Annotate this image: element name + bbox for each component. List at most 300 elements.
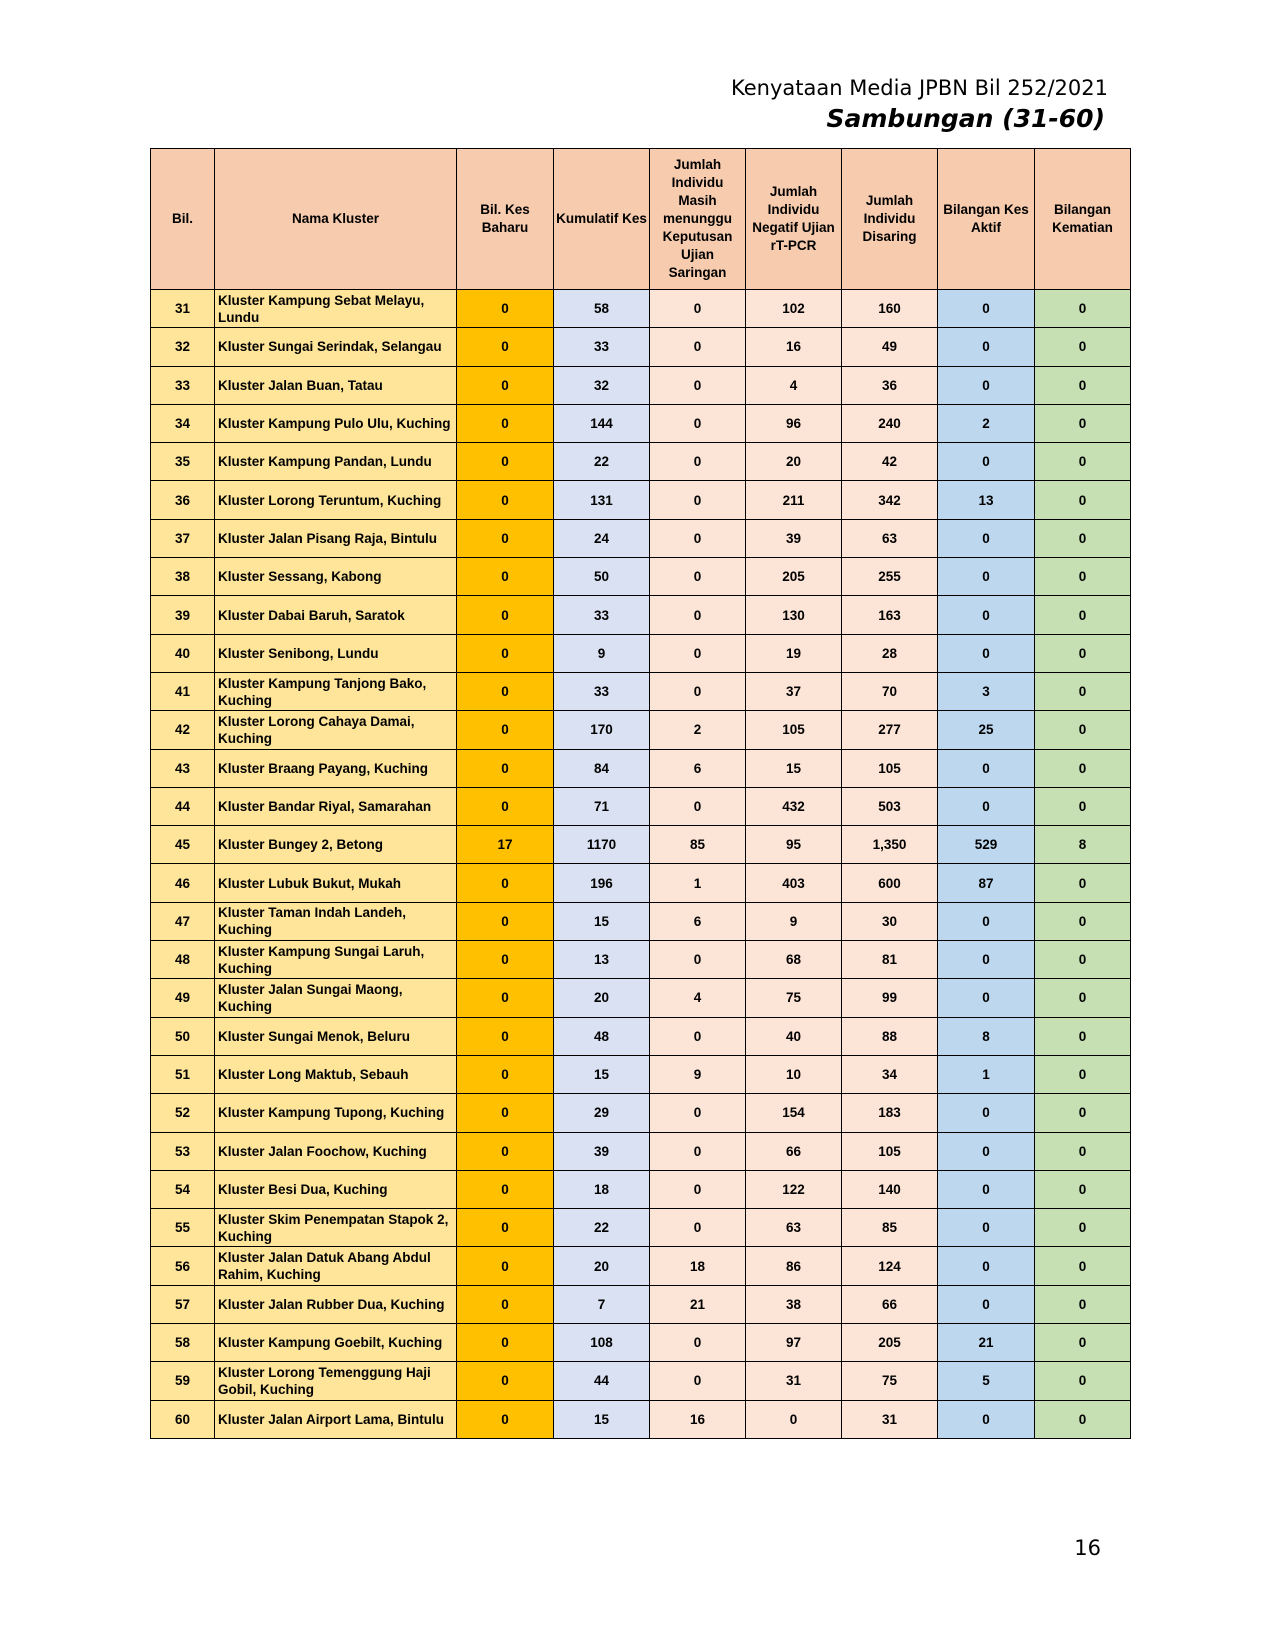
cell-kumulatif-kes: 170	[554, 711, 650, 749]
table-row	[151, 519, 1131, 557]
cell-individu-disaring: 34	[842, 1055, 938, 1093]
cell-individu-menunggu: 0	[650, 404, 746, 442]
cell-kumulatif-kes: 48	[554, 1017, 650, 1055]
cell-bil: 45	[151, 826, 215, 864]
cell-nama-kluster: Kluster Lorong Cahaya Damai, Kuching	[215, 711, 457, 749]
cell-kumulatif-kes: 32	[554, 366, 650, 404]
cell-nama-kluster: Kluster Jalan Sungai Maong, Kuching	[215, 979, 457, 1017]
cell-kumulatif-kes: 71	[554, 787, 650, 825]
column-header-individu-menunggu: Jumlah Individu Masih menunggu Keputusan Ujian Saringan	[650, 149, 746, 290]
cell-kes-aktif: 0	[938, 366, 1035, 404]
cell-kes-aktif: 0	[938, 749, 1035, 787]
cell-individu-menunggu: 0	[650, 1324, 746, 1362]
cell-kes-aktif: 0	[938, 596, 1035, 634]
cell-kes-aktif: 0	[938, 558, 1035, 596]
table-row	[151, 634, 1131, 672]
cell-kes-aktif: 3	[938, 672, 1035, 710]
document-subtitle: Sambungan (31-60)	[826, 104, 1105, 133]
cell-nama-kluster: Kluster Kampung Sungai Laruh, Kuching	[215, 941, 457, 979]
cell-kematian: 0	[1035, 1094, 1131, 1132]
table-row	[151, 404, 1131, 442]
cell-kes-aktif: 0	[938, 1209, 1035, 1247]
cell-bil: 41	[151, 672, 215, 710]
cell-individu-disaring: 600	[842, 864, 938, 902]
cell-individu-negatif: 63	[746, 1209, 842, 1247]
cell-individu-menunggu: 0	[650, 1170, 746, 1208]
cell-kes-baharu: 0	[457, 902, 554, 940]
cell-individu-negatif: 68	[746, 941, 842, 979]
cell-kematian: 0	[1035, 519, 1131, 557]
cell-kumulatif-kes: 15	[554, 1400, 650, 1438]
cell-bil: 47	[151, 902, 215, 940]
cell-kematian: 0	[1035, 864, 1131, 902]
table-row	[151, 941, 1131, 979]
cell-kumulatif-kes: 24	[554, 519, 650, 557]
cell-kematian: 0	[1035, 902, 1131, 940]
table-row	[151, 1324, 1131, 1362]
cell-kumulatif-kes: 196	[554, 864, 650, 902]
cell-individu-negatif: 16	[746, 328, 842, 366]
cell-kematian: 0	[1035, 481, 1131, 519]
cell-individu-negatif: 432	[746, 787, 842, 825]
cell-individu-disaring: 63	[842, 519, 938, 557]
cell-nama-kluster: Kluster Kampung Tanjong Bako, Kuching	[215, 672, 457, 710]
cell-individu-menunggu: 0	[650, 1132, 746, 1170]
table-row	[151, 596, 1131, 634]
cell-nama-kluster: Kluster Kampung Pandan, Lundu	[215, 443, 457, 481]
cell-nama-kluster: Kluster Taman Indah Landeh, Kuching	[215, 902, 457, 940]
table-row	[151, 826, 1131, 864]
cell-kematian: 0	[1035, 941, 1131, 979]
cell-kumulatif-kes: 131	[554, 481, 650, 519]
cell-individu-menunggu: 0	[650, 558, 746, 596]
cell-bil: 38	[151, 558, 215, 596]
cell-bil: 54	[151, 1170, 215, 1208]
cell-individu-disaring: 1,350	[842, 826, 938, 864]
cell-individu-menunggu: 6	[650, 749, 746, 787]
cell-bil: 58	[151, 1324, 215, 1362]
cell-kematian: 0	[1035, 1132, 1131, 1170]
cell-kematian: 0	[1035, 596, 1131, 634]
cell-kumulatif-kes: 1170	[554, 826, 650, 864]
cell-kematian: 0	[1035, 443, 1131, 481]
table-row	[151, 1362, 1131, 1400]
cell-individu-negatif: 130	[746, 596, 842, 634]
cell-kes-aktif: 0	[938, 787, 1035, 825]
cell-individu-disaring: 240	[842, 404, 938, 442]
cell-individu-menunggu: 0	[650, 519, 746, 557]
cell-kes-aktif: 25	[938, 711, 1035, 749]
table-row	[151, 1209, 1131, 1247]
cell-kes-aktif: 0	[938, 979, 1035, 1017]
cluster-table	[150, 148, 1131, 1439]
cell-kes-baharu: 0	[457, 1285, 554, 1323]
cell-nama-kluster: Kluster Sungai Menok, Beluru	[215, 1017, 457, 1055]
cell-kumulatif-kes: 7	[554, 1285, 650, 1323]
cell-individu-menunggu: 16	[650, 1400, 746, 1438]
cell-individu-disaring: 503	[842, 787, 938, 825]
cell-individu-disaring: 140	[842, 1170, 938, 1208]
cell-bil: 36	[151, 481, 215, 519]
table-header-row	[151, 149, 1131, 290]
cell-kumulatif-kes: 108	[554, 1324, 650, 1362]
cell-individu-menunggu: 0	[650, 672, 746, 710]
column-header-kes-baharu: Bil. Kes Baharu	[457, 149, 554, 290]
cell-nama-kluster: Kluster Bandar Riyal, Samarahan	[215, 787, 457, 825]
cell-kematian: 0	[1035, 711, 1131, 749]
cell-bil: 40	[151, 634, 215, 672]
cell-individu-negatif: 10	[746, 1055, 842, 1093]
cell-individu-menunggu: 0	[650, 1362, 746, 1400]
cell-kes-baharu: 0	[457, 1400, 554, 1438]
cell-individu-disaring: 30	[842, 902, 938, 940]
table-row	[151, 1400, 1131, 1438]
cell-nama-kluster: Kluster Braang Payang, Kuching	[215, 749, 457, 787]
cell-nama-kluster: Kluster Kampung Pulo Ulu, Kuching	[215, 404, 457, 442]
cell-nama-kluster: Kluster Bungey 2, Betong	[215, 826, 457, 864]
cell-kumulatif-kes: 20	[554, 979, 650, 1017]
cell-individu-menunggu: 0	[650, 1209, 746, 1247]
cell-individu-negatif: 97	[746, 1324, 842, 1362]
column-header-kes-aktif: Bilangan Kes Aktif	[938, 149, 1035, 290]
cell-bil: 42	[151, 711, 215, 749]
cell-kes-aktif: 0	[938, 1285, 1035, 1323]
cell-kes-aktif: 529	[938, 826, 1035, 864]
cell-individu-disaring: 160	[842, 290, 938, 328]
cell-bil: 35	[151, 443, 215, 481]
cell-kes-baharu: 0	[457, 1170, 554, 1208]
cell-bil: 59	[151, 1362, 215, 1400]
cell-nama-kluster: Kluster Besi Dua, Kuching	[215, 1170, 457, 1208]
cell-individu-negatif: 105	[746, 711, 842, 749]
cell-individu-negatif: 15	[746, 749, 842, 787]
cell-kes-baharu: 0	[457, 481, 554, 519]
cell-individu-negatif: 0	[746, 1400, 842, 1438]
cell-kumulatif-kes: 22	[554, 443, 650, 481]
table-row	[151, 1017, 1131, 1055]
cell-kematian: 0	[1035, 1055, 1131, 1093]
cell-kes-baharu: 0	[457, 519, 554, 557]
cell-nama-kluster: Kluster Kampung Tupong, Kuching	[215, 1094, 457, 1132]
cell-individu-disaring: 85	[842, 1209, 938, 1247]
cell-individu-negatif: 40	[746, 1017, 842, 1055]
cell-individu-menunggu: 21	[650, 1285, 746, 1323]
cell-kes-aktif: 0	[938, 1094, 1035, 1132]
cell-individu-disaring: 105	[842, 1132, 938, 1170]
cell-kumulatif-kes: 29	[554, 1094, 650, 1132]
cell-kematian: 0	[1035, 749, 1131, 787]
cell-bil: 56	[151, 1247, 215, 1285]
cell-bil: 50	[151, 1017, 215, 1055]
cell-individu-menunggu: 0	[650, 941, 746, 979]
cell-individu-negatif: 154	[746, 1094, 842, 1132]
cell-individu-negatif: 95	[746, 826, 842, 864]
cell-kematian: 0	[1035, 979, 1131, 1017]
cell-kes-baharu: 0	[457, 558, 554, 596]
table-row	[151, 290, 1131, 328]
cell-individu-negatif: 31	[746, 1362, 842, 1400]
cell-kematian: 0	[1035, 328, 1131, 366]
cell-kumulatif-kes: 15	[554, 902, 650, 940]
cell-nama-kluster: Kluster Skim Penempatan Stapok 2, Kuching	[215, 1209, 457, 1247]
cell-kes-aktif: 5	[938, 1362, 1035, 1400]
cell-nama-kluster: Kluster Sessang, Kabong	[215, 558, 457, 596]
table-row	[151, 749, 1131, 787]
cell-bil: 53	[151, 1132, 215, 1170]
cell-kes-baharu: 0	[457, 634, 554, 672]
cell-individu-disaring: 75	[842, 1362, 938, 1400]
cell-kes-baharu: 0	[457, 864, 554, 902]
column-header-nama-kluster: Nama Kluster	[215, 149, 457, 290]
cell-kes-aktif: 0	[938, 1170, 1035, 1208]
cell-individu-disaring: 342	[842, 481, 938, 519]
cell-kes-aktif: 8	[938, 1017, 1035, 1055]
cell-kes-aktif: 0	[938, 1247, 1035, 1285]
cell-kumulatif-kes: 33	[554, 328, 650, 366]
document-reference: Kenyataan Media JPBN Bil 252/2021	[731, 76, 1108, 100]
cell-nama-kluster: Kluster Sungai Serindak, Selangau	[215, 328, 457, 366]
cell-kematian: 0	[1035, 634, 1131, 672]
cell-kes-baharu: 0	[457, 1247, 554, 1285]
cell-individu-menunggu: 0	[650, 290, 746, 328]
table-row	[151, 1285, 1131, 1323]
cell-kes-aktif: 13	[938, 481, 1035, 519]
cell-bil: 43	[151, 749, 215, 787]
table-row	[151, 711, 1131, 749]
table-row	[151, 902, 1131, 940]
cell-kes-baharu: 0	[457, 328, 554, 366]
cell-individu-negatif: 96	[746, 404, 842, 442]
cell-kes-aktif: 87	[938, 864, 1035, 902]
cell-kes-baharu: 0	[457, 1055, 554, 1093]
table-row	[151, 1247, 1131, 1285]
cell-individu-disaring: 49	[842, 328, 938, 366]
column-header-bil: Bil.	[151, 149, 215, 290]
cell-kematian: 0	[1035, 1209, 1131, 1247]
cell-nama-kluster: Kluster Jalan Buan, Tatau	[215, 366, 457, 404]
cell-kematian: 0	[1035, 1400, 1131, 1438]
cell-individu-menunggu: 2	[650, 711, 746, 749]
cell-individu-negatif: 4	[746, 366, 842, 404]
cell-individu-menunggu: 1	[650, 864, 746, 902]
cell-individu-disaring: 105	[842, 749, 938, 787]
column-header-individu-disaring: Jumlah Individu Disaring	[842, 149, 938, 290]
cell-bil: 34	[151, 404, 215, 442]
cell-individu-negatif: 19	[746, 634, 842, 672]
cell-bil: 33	[151, 366, 215, 404]
cell-individu-negatif: 39	[746, 519, 842, 557]
cell-kematian: 0	[1035, 1324, 1131, 1362]
cell-bil: 51	[151, 1055, 215, 1093]
column-header-kematian: Bilangan Kematian	[1035, 149, 1131, 290]
cell-kes-aktif: 0	[938, 902, 1035, 940]
cell-kematian: 0	[1035, 1017, 1131, 1055]
cell-kes-baharu: 0	[457, 404, 554, 442]
table-row	[151, 979, 1131, 1017]
cell-individu-disaring: 124	[842, 1247, 938, 1285]
cell-kumulatif-kes: 15	[554, 1055, 650, 1093]
cell-kes-aktif: 0	[938, 941, 1035, 979]
cell-individu-disaring: 42	[842, 443, 938, 481]
cell-individu-menunggu: 0	[650, 1017, 746, 1055]
page-number: 16	[1074, 1536, 1101, 1560]
cell-kumulatif-kes: 33	[554, 596, 650, 634]
cell-kematian: 0	[1035, 366, 1131, 404]
cell-individu-disaring: 205	[842, 1324, 938, 1362]
cell-kematian: 0	[1035, 787, 1131, 825]
cell-bil: 48	[151, 941, 215, 979]
cell-bil: 44	[151, 787, 215, 825]
cell-individu-disaring: 99	[842, 979, 938, 1017]
cell-nama-kluster: Kluster Dabai Baruh, Saratok	[215, 596, 457, 634]
cell-kumulatif-kes: 20	[554, 1247, 650, 1285]
cell-individu-negatif: 75	[746, 979, 842, 1017]
table-row	[151, 366, 1131, 404]
cell-individu-menunggu: 0	[650, 328, 746, 366]
cell-kes-baharu: 0	[457, 1132, 554, 1170]
cell-individu-negatif: 102	[746, 290, 842, 328]
table-row	[151, 787, 1131, 825]
column-header-individu-negatif: Jumlah Individu Negatif Ujian rT-PCR	[746, 149, 842, 290]
cell-nama-kluster: Kluster Lorong Temenggung Haji Gobil, Kuching	[215, 1362, 457, 1400]
cell-kumulatif-kes: 22	[554, 1209, 650, 1247]
cell-bil: 31	[151, 290, 215, 328]
cell-kes-baharu: 0	[457, 1209, 554, 1247]
cell-individu-disaring: 28	[842, 634, 938, 672]
cell-bil: 32	[151, 328, 215, 366]
cell-kes-aktif: 21	[938, 1324, 1035, 1362]
cell-kumulatif-kes: 84	[554, 749, 650, 787]
cell-individu-disaring: 31	[842, 1400, 938, 1438]
table-row	[151, 1170, 1131, 1208]
cell-kumulatif-kes: 144	[554, 404, 650, 442]
table-row	[151, 1055, 1131, 1093]
cell-kematian: 0	[1035, 1362, 1131, 1400]
cell-individu-menunggu: 0	[650, 596, 746, 634]
cell-kes-aktif: 0	[938, 328, 1035, 366]
cell-individu-disaring: 36	[842, 366, 938, 404]
cell-kematian: 0	[1035, 1170, 1131, 1208]
cell-individu-menunggu: 9	[650, 1055, 746, 1093]
cell-individu-negatif: 205	[746, 558, 842, 596]
cell-kes-baharu: 0	[457, 749, 554, 787]
cell-kematian: 8	[1035, 826, 1131, 864]
cell-individu-disaring: 163	[842, 596, 938, 634]
cell-nama-kluster: Kluster Senibong, Lundu	[215, 634, 457, 672]
column-header-kumulatif-kes: Kumulatif Kes	[554, 149, 650, 290]
cell-kes-aktif: 0	[938, 519, 1035, 557]
cell-individu-negatif: 38	[746, 1285, 842, 1323]
table-row	[151, 328, 1131, 366]
cell-individu-negatif: 37	[746, 672, 842, 710]
cell-nama-kluster: Kluster Lorong Teruntum, Kuching	[215, 481, 457, 519]
cell-kes-baharu: 0	[457, 1017, 554, 1055]
cell-kes-baharu: 0	[457, 979, 554, 1017]
cell-kes-aktif: 0	[938, 443, 1035, 481]
cell-bil: 57	[151, 1285, 215, 1323]
cell-individu-menunggu: 0	[650, 443, 746, 481]
cell-kumulatif-kes: 58	[554, 290, 650, 328]
table-row	[151, 1132, 1131, 1170]
cell-individu-menunggu: 0	[650, 366, 746, 404]
cell-individu-menunggu: 0	[650, 634, 746, 672]
cell-individu-negatif: 86	[746, 1247, 842, 1285]
cell-individu-negatif: 122	[746, 1170, 842, 1208]
cell-nama-kluster: Kluster Lubuk Bukut, Mukah	[215, 864, 457, 902]
cell-kes-baharu: 0	[457, 596, 554, 634]
cell-kes-baharu: 0	[457, 1362, 554, 1400]
cell-kematian: 0	[1035, 404, 1131, 442]
cell-individu-menunggu: 85	[650, 826, 746, 864]
cell-bil: 52	[151, 1094, 215, 1132]
cell-bil: 60	[151, 1400, 215, 1438]
cell-nama-kluster: Kluster Long Maktub, Sebauh	[215, 1055, 457, 1093]
table-row	[151, 558, 1131, 596]
cell-bil: 39	[151, 596, 215, 634]
cell-individu-menunggu: 0	[650, 1094, 746, 1132]
cell-individu-negatif: 211	[746, 481, 842, 519]
cell-nama-kluster: Kluster Jalan Pisang Raja, Bintulu	[215, 519, 457, 557]
cell-individu-negatif: 403	[746, 864, 842, 902]
cell-kumulatif-kes: 9	[554, 634, 650, 672]
cell-kematian: 0	[1035, 1285, 1131, 1323]
cell-individu-disaring: 88	[842, 1017, 938, 1055]
cell-kes-aktif: 0	[938, 1400, 1035, 1438]
cell-individu-negatif: 66	[746, 1132, 842, 1170]
cell-individu-negatif: 9	[746, 902, 842, 940]
cell-kes-baharu: 0	[457, 787, 554, 825]
cell-kes-aktif: 0	[938, 290, 1035, 328]
cell-kumulatif-kes: 18	[554, 1170, 650, 1208]
cell-kumulatif-kes: 39	[554, 1132, 650, 1170]
cell-individu-negatif: 20	[746, 443, 842, 481]
cell-kes-aktif: 2	[938, 404, 1035, 442]
cell-nama-kluster: Kluster Jalan Datuk Abang Abdul Rahim, Kuching	[215, 1247, 457, 1285]
cell-kumulatif-kes: 33	[554, 672, 650, 710]
table-row	[151, 481, 1131, 519]
cell-kematian: 0	[1035, 672, 1131, 710]
cell-kematian: 0	[1035, 290, 1131, 328]
cell-nama-kluster: Kluster Jalan Rubber Dua, Kuching	[215, 1285, 457, 1323]
cell-bil: 55	[151, 1209, 215, 1247]
cell-kes-baharu: 0	[457, 1094, 554, 1132]
cell-kematian: 0	[1035, 1247, 1131, 1285]
cell-individu-menunggu: 6	[650, 902, 746, 940]
table-row	[151, 1094, 1131, 1132]
cell-kes-baharu: 0	[457, 366, 554, 404]
cell-kes-baharu: 17	[457, 826, 554, 864]
cell-kumulatif-kes: 13	[554, 941, 650, 979]
table-row	[151, 672, 1131, 710]
table-row	[151, 443, 1131, 481]
cell-bil: 37	[151, 519, 215, 557]
cell-kematian: 0	[1035, 558, 1131, 596]
cell-kes-aktif: 1	[938, 1055, 1035, 1093]
cell-kes-baharu: 0	[457, 672, 554, 710]
cell-kes-baharu: 0	[457, 711, 554, 749]
cell-individu-menunggu: 0	[650, 787, 746, 825]
cell-kes-aktif: 0	[938, 634, 1035, 672]
cell-kumulatif-kes: 50	[554, 558, 650, 596]
cell-kes-aktif: 0	[938, 1132, 1035, 1170]
cell-individu-menunggu: 0	[650, 481, 746, 519]
table-row	[151, 864, 1131, 902]
cell-individu-disaring: 255	[842, 558, 938, 596]
cell-individu-disaring: 277	[842, 711, 938, 749]
cell-kes-baharu: 0	[457, 443, 554, 481]
cell-individu-disaring: 81	[842, 941, 938, 979]
cell-individu-disaring: 70	[842, 672, 938, 710]
